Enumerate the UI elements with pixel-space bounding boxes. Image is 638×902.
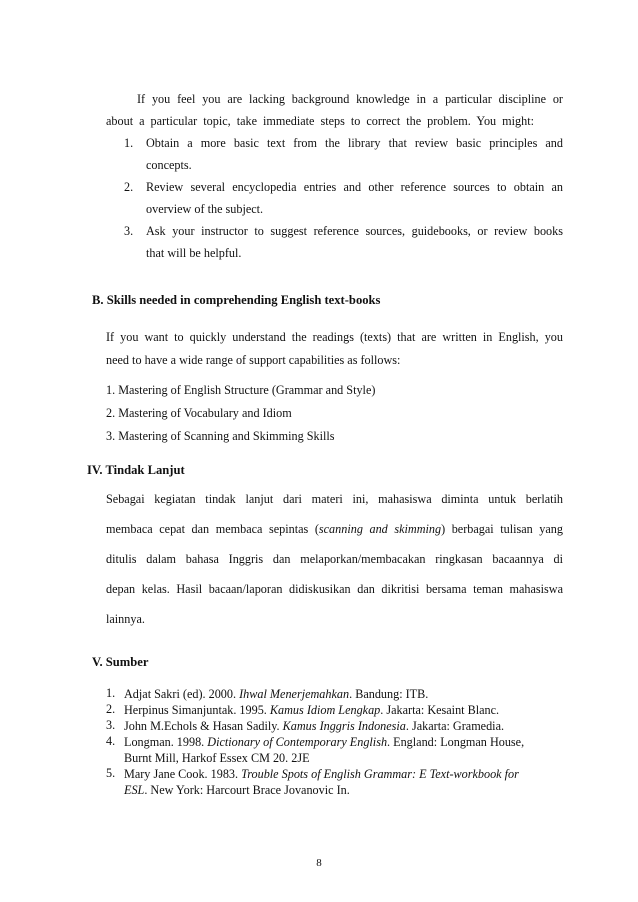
ref-3-number: 3.: [106, 718, 116, 732]
section-b-para-line-1: If you want to quickly understand the readings (texts) that are written in English, you: [106, 330, 563, 344]
intro-item-1-number: 1.: [124, 136, 134, 150]
ref-1-author: Adjat Sakri (ed). 2000.: [124, 687, 240, 701]
ref-5-number: 5.: [106, 766, 116, 780]
ref-5-author: Mary Jane Cook. 1983.: [124, 767, 242, 781]
intro-line-2: about a particular topic, take immediate steps to correct the problem. You might:: [106, 114, 534, 128]
section-b-para-line-2: need to have a wide range of support capabilities as follows:: [106, 353, 401, 367]
intro-item-3-line-2: that will be helpful.: [146, 246, 242, 260]
section-iv-line-3: ditulis dalam bahasa Inggris dan melaporkan/membacakan ringkasan bacaannya di: [106, 552, 563, 566]
ref-2-number: 2.: [106, 702, 116, 716]
ref-3-publisher: . Jakarta: Gramedia.: [405, 719, 505, 733]
ref-4-author: Longman. 1998.: [124, 735, 208, 749]
ref-5-title: Trouble Spots of English Grammar: E Text-workbook for: [241, 767, 519, 781]
intro-item-3-line-1: Ask your instructor to suggest reference sources, guidebooks, or review books: [146, 224, 563, 238]
ref-2-title: Kamus Idiom Lengkap: [269, 703, 381, 717]
page-number: 8: [316, 857, 322, 869]
intro-item-2-number: 2.: [124, 180, 134, 194]
ref-1-number: 1.: [106, 686, 116, 700]
intro-line-1: If you feel you are lacking background knowledge in a particular discipline or: [137, 92, 563, 106]
intro-item-3-number: 3.: [124, 224, 134, 238]
ref-3-title: Kamus Inggris Indonesia: [282, 719, 406, 733]
ref-2-publisher: . Jakarta: Kesaint Blanc.: [380, 703, 500, 717]
section-iv-line-2-italic: scanning and skimming: [318, 522, 442, 536]
ref-3-author: John M.Echols & Hasan Sadily.: [124, 719, 283, 733]
ref-2-author: Herpinus Simanjuntak. 1995.: [124, 703, 270, 717]
intro-item-1-line-1: Obtain a more basic text from the library that review basic principles and: [146, 136, 563, 150]
section-iv-line-1: Sebagai kegiatan tindak lanjut dari materi ini, mahasiswa diminta untuk berlatih: [106, 492, 563, 506]
section-v-heading: V. Sumber: [92, 655, 149, 669]
ref-2-text: [124, 702, 569, 718]
ref-4-title: Dictionary of Contemporary English: [207, 735, 388, 749]
ref-4-text-line-2: Burnt Mill, Harkof Essex CM 20. 2JE: [124, 751, 310, 765]
section-iv-line-2: [106, 522, 563, 537]
intro-item-2-line-2: overview of the subject.: [146, 202, 264, 216]
ref-4-publisher: . England: Longman House,: [387, 735, 525, 749]
ref-4-text: [124, 734, 569, 750]
ref-1-title: Ihwal Menerjemahkan: [239, 687, 350, 701]
section-iv-line-2-pre: membaca cepat dan membaca sepintas (: [106, 522, 319, 536]
section-b-item-2: 2. Mastering of Vocabulary and Idiom: [106, 406, 292, 420]
section-iv-line-2-post: ) berbagai tulisan yang: [441, 522, 563, 536]
ref-5-publisher: . New York: Harcourt Brace Jovanovic In.: [144, 783, 350, 797]
ref-5-title-cont: ESL: [124, 783, 145, 797]
ref-5-text: [124, 766, 569, 782]
ref-1-text: [124, 686, 569, 702]
ref-3-text: [124, 718, 569, 734]
ref-1-publisher: . Bandung: ITB.: [349, 687, 429, 701]
section-b-item-3: 3. Mastering of Scanning and Skimming Skills: [106, 429, 335, 443]
ref-4-number: 4.: [106, 734, 116, 748]
section-b-item-1: 1. Mastering of English Structure (Grammar and Style): [106, 383, 376, 397]
section-b-heading: B. Skills needed in comprehending English text-books: [92, 293, 381, 307]
section-iv-line-4: depan kelas. Hasil bacaan/laporan didiskusikan dan dikritisi bersama teman mahasiswa: [106, 582, 563, 596]
intro-item-2-line-1: Review several encyclopedia entries and other reference sources to obtain an: [146, 180, 563, 194]
intro-item-1-line-2: concepts.: [146, 158, 192, 172]
ref-5-text-line-2: [124, 782, 569, 798]
section-iv-heading: IV. Tindak Lanjut: [87, 463, 185, 477]
section-iv-line-5: lainnya.: [106, 612, 145, 626]
